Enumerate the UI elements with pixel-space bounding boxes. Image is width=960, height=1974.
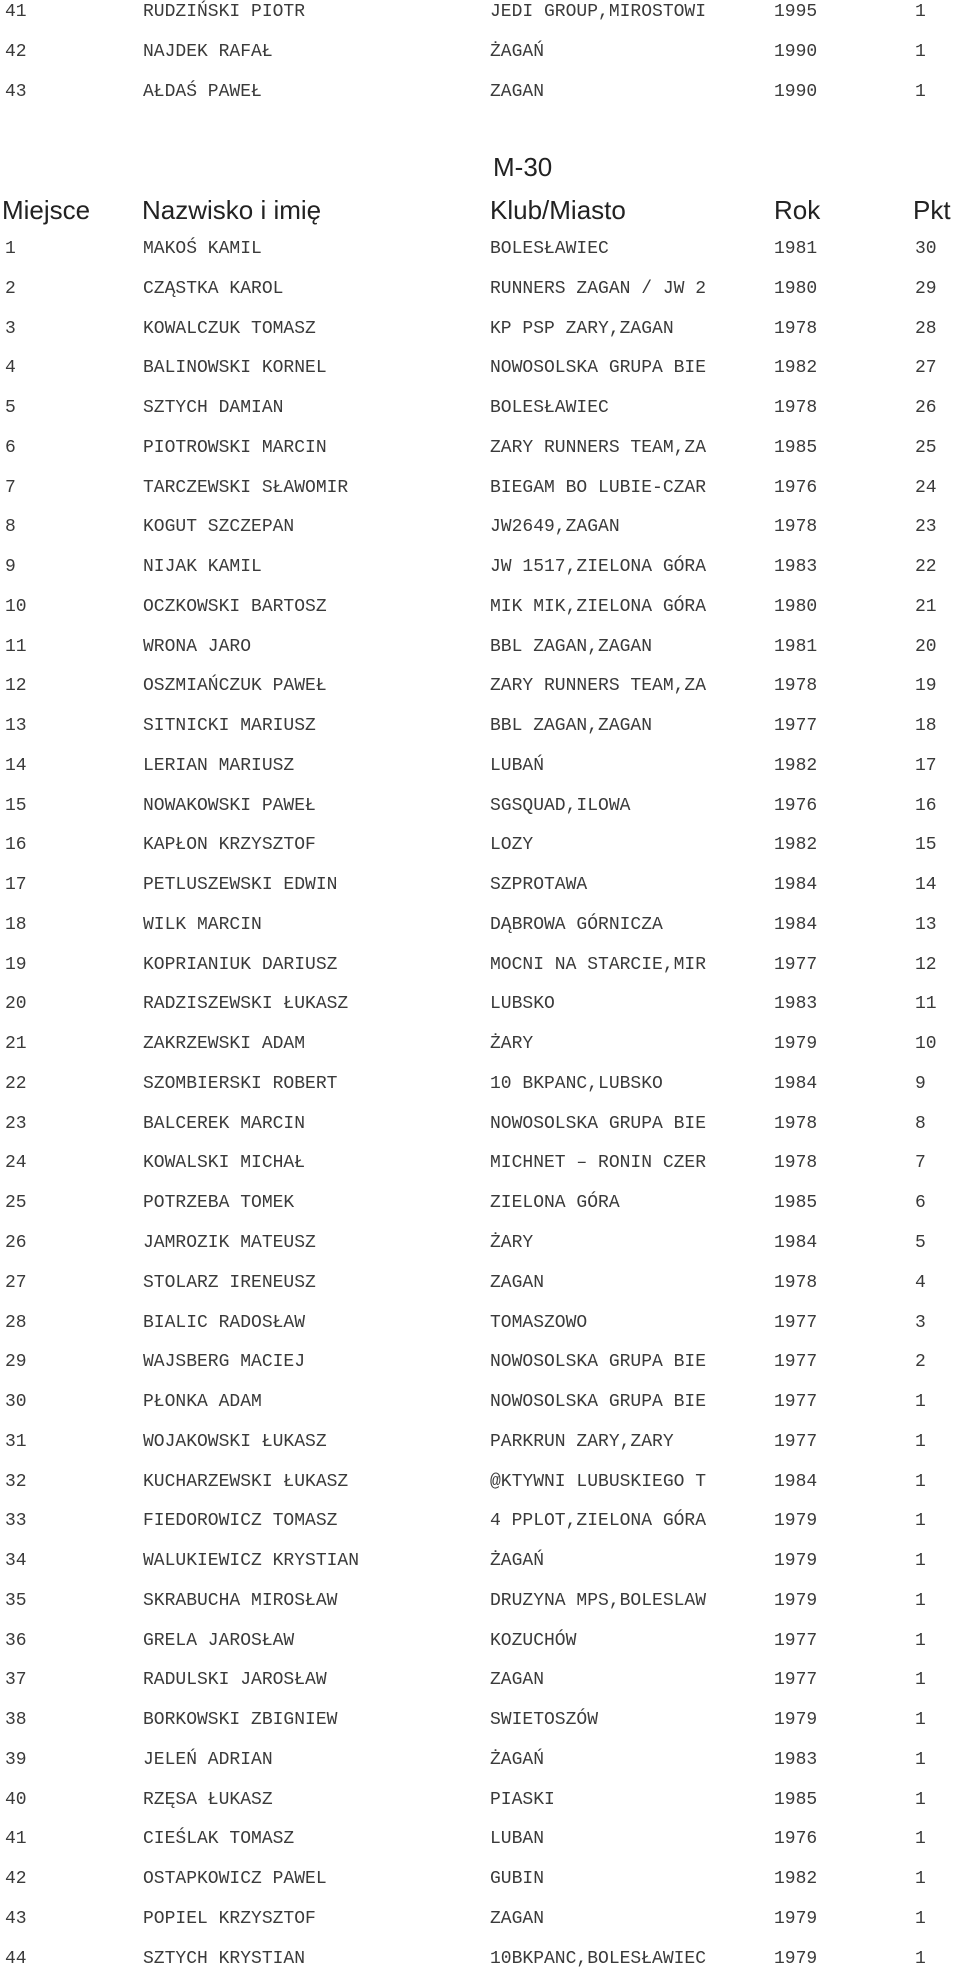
cell-name: JAMROZIK MATEUSZ bbox=[143, 1233, 316, 1253]
cell-points: 26 bbox=[915, 398, 937, 419]
cell-place: 31 bbox=[5, 1431, 27, 1452]
cell-place: 44 bbox=[5, 1948, 27, 1969]
cell-club: MICHNET – RONIN CZER bbox=[490, 1153, 707, 1174]
cell-points: 15 bbox=[915, 835, 937, 856]
cell-club: BBL ZAGAN,ZAGAN bbox=[490, 716, 653, 737]
cell-place: 20 bbox=[5, 994, 27, 1015]
cell-club: NOWOSOLSKA GRUPA BIE bbox=[490, 1352, 707, 1373]
cell-place: 34 bbox=[5, 1551, 27, 1572]
cell-club: ZIELONA GÓRA bbox=[490, 1193, 620, 1214]
cell-points: 16 bbox=[915, 795, 937, 816]
cell-name: GRELA JAROSŁAW bbox=[143, 1630, 295, 1651]
cell-name: RADULSKI JAROSŁAW bbox=[143, 1670, 327, 1691]
cell-year: 1977 bbox=[774, 1431, 818, 1452]
table-row bbox=[0, 870, 960, 900]
cell-year: 1976 bbox=[774, 477, 818, 498]
cell-year: 1977 bbox=[774, 1630, 818, 1651]
cell-place: 27 bbox=[5, 1272, 27, 1293]
cell-points: 20 bbox=[915, 636, 937, 657]
cell-name: SZTYCH KRYSTIAN bbox=[143, 1948, 306, 1969]
cell-points: 7 bbox=[915, 1153, 926, 1174]
cell-year: 1979 bbox=[774, 1908, 818, 1929]
cell-name: KOGUT SZCZEPAN bbox=[143, 517, 295, 538]
table-row bbox=[0, 1864, 960, 1894]
cell-club: NOWOSOLSKA GRUPA BIE bbox=[490, 1392, 707, 1413]
cell-name: POTRZEBA TOMEK bbox=[143, 1193, 295, 1214]
table-row bbox=[0, 671, 960, 701]
cell-place: 23 bbox=[5, 1113, 27, 1134]
cell-club: SWIETOSZÓW bbox=[490, 1710, 599, 1731]
cell-club: KP PSP ZARY,ZAGAN bbox=[490, 318, 674, 339]
cell-place: 41 bbox=[5, 2, 27, 22]
cell-name: TARCZEWSKI SŁAWOMIR bbox=[143, 477, 349, 498]
cell-club: 10BKPANC,BOLESŁAWIEC bbox=[490, 1948, 707, 1969]
cell-points: 5 bbox=[915, 1233, 926, 1253]
cell-club: LUBAŃ bbox=[490, 755, 545, 776]
cell-points: 6 bbox=[915, 1193, 926, 1214]
cell-name: RADZISZEWSKI ŁUKASZ bbox=[143, 994, 349, 1015]
cell-name: PETLUSZEWSKI EDWIN bbox=[143, 875, 338, 896]
table-row bbox=[0, 1665, 960, 1695]
cell-points: 14 bbox=[915, 875, 937, 896]
table-row bbox=[0, 1944, 960, 1974]
cell-club: DRUZYNA MPS,BOLESLAW bbox=[490, 1590, 707, 1611]
cell-year: 1980 bbox=[774, 278, 818, 299]
cell-year: 1977 bbox=[774, 954, 818, 975]
cell-points: 8 bbox=[915, 1113, 926, 1134]
cell-name: BORKOWSKI ZBIGNIEW bbox=[143, 1710, 338, 1731]
table-row bbox=[0, 1705, 960, 1735]
cell-name: CIEŚLAK TOMASZ bbox=[143, 1829, 295, 1850]
table-row bbox=[0, 1586, 960, 1616]
cell-year: 1977 bbox=[774, 1670, 818, 1691]
cell-name: BIALIC RADOSŁAW bbox=[143, 1312, 306, 1333]
cell-name: CZĄSTKA KAROL bbox=[143, 278, 284, 299]
cell-points: 27 bbox=[915, 358, 937, 379]
cell-name: KAPŁON KRZYSZTOF bbox=[143, 835, 316, 856]
cell-year: 1982 bbox=[774, 1869, 818, 1890]
header-name: Nazwisko i imię bbox=[142, 195, 322, 225]
cell-name: KUCHARZEWSKI ŁUKASZ bbox=[143, 1471, 349, 1492]
table-row bbox=[0, 1069, 960, 1099]
cell-name: SITNICKI MARIUSZ bbox=[143, 716, 316, 737]
cell-name: SZTYCH DAMIAN bbox=[143, 398, 284, 419]
table-row bbox=[0, 37, 960, 67]
cell-place: 33 bbox=[5, 1511, 27, 1532]
cell-year: 1981 bbox=[774, 239, 818, 259]
cell-club: NOWOSOLSKA GRUPA BIE bbox=[490, 358, 707, 379]
cell-year: 1978 bbox=[774, 1272, 818, 1293]
cell-points: 17 bbox=[915, 755, 937, 776]
cell-club: JW 1517,ZIELONA GÓRA bbox=[490, 557, 707, 578]
table-row bbox=[0, 1188, 960, 1218]
cell-points: 2 bbox=[915, 1352, 926, 1373]
cell-year: 1979 bbox=[774, 1948, 818, 1969]
cell-name: WOJAKOWSKI ŁUKASZ bbox=[143, 1431, 327, 1452]
cell-place: 36 bbox=[5, 1630, 27, 1651]
cell-year: 1979 bbox=[774, 1511, 818, 1532]
cell-place: 40 bbox=[5, 1789, 27, 1810]
cell-year: 1990 bbox=[774, 82, 818, 102]
cell-points: 1 bbox=[915, 1392, 926, 1413]
cell-place: 41 bbox=[5, 1829, 27, 1850]
cell-club: BOLESŁAWIEC bbox=[490, 398, 609, 419]
cell-club: LOZY bbox=[490, 835, 534, 856]
cell-club: MOCNI NA STARCIE,MIR bbox=[490, 954, 707, 975]
cell-place: 12 bbox=[5, 676, 27, 697]
cell-year: 1995 bbox=[774, 2, 818, 22]
cell-club: ZAGAN bbox=[490, 1670, 545, 1691]
table-row bbox=[0, 314, 960, 344]
cell-points: 1 bbox=[915, 1948, 926, 1969]
cell-place: 7 bbox=[5, 477, 16, 498]
cell-place: 11 bbox=[5, 636, 27, 657]
cell-name: AŁDAŚ PAWEŁ bbox=[143, 82, 262, 102]
cell-place: 42 bbox=[5, 42, 27, 62]
cell-place: 32 bbox=[5, 1471, 27, 1492]
cell-club: ZAGAN bbox=[490, 1908, 545, 1929]
cell-year: 1984 bbox=[774, 914, 818, 935]
cell-points: 22 bbox=[915, 557, 937, 578]
cell-points: 1 bbox=[915, 1590, 926, 1611]
cell-place: 22 bbox=[5, 1073, 27, 1094]
cell-year: 1978 bbox=[774, 517, 818, 538]
cell-club: LUBSKO bbox=[490, 994, 555, 1015]
cell-club: JW2649,ZAGAN bbox=[490, 517, 620, 538]
cell-name: RUDZIŃSKI PIOTR bbox=[143, 2, 306, 22]
table-row bbox=[0, 1109, 960, 1139]
cell-club: ŻARY bbox=[490, 1233, 534, 1253]
table-row bbox=[0, 234, 960, 264]
table-row bbox=[0, 1785, 960, 1815]
cell-points: 1 bbox=[915, 1511, 926, 1532]
table-row bbox=[0, 1029, 960, 1059]
cell-points: 11 bbox=[915, 994, 937, 1015]
table-row bbox=[0, 353, 960, 383]
cell-name: STOLARZ IRENEUSZ bbox=[143, 1272, 316, 1293]
cell-place: 13 bbox=[5, 716, 27, 737]
table-row bbox=[0, 1626, 960, 1656]
cell-year: 1984 bbox=[774, 1073, 818, 1094]
cell-name: OSZMIAŃCZUK PAWEŁ bbox=[143, 676, 327, 697]
table-row bbox=[0, 1148, 960, 1178]
table-row bbox=[0, 1308, 960, 1338]
cell-year: 1990 bbox=[774, 42, 818, 62]
table-row bbox=[0, 552, 960, 582]
cell-name: SKRABUCHA MIROSŁAW bbox=[143, 1590, 338, 1611]
cell-place: 16 bbox=[5, 835, 27, 856]
cell-name: WAJSBERG MACIEJ bbox=[143, 1352, 306, 1373]
cell-club: TOMASZOWO bbox=[490, 1312, 588, 1333]
cell-place: 14 bbox=[5, 755, 27, 776]
cell-name: OSTAPKOWICZ PAWEL bbox=[143, 1869, 327, 1890]
cell-club: BIEGAM BO LUBIE-CZAR bbox=[490, 477, 707, 498]
cell-name: KOPRIANIUK DARIUSZ bbox=[143, 954, 338, 975]
cell-club: ŻAGAŃ bbox=[490, 42, 545, 62]
table-row bbox=[0, 512, 960, 542]
cell-place: 38 bbox=[5, 1710, 27, 1731]
cell-points: 18 bbox=[915, 716, 937, 737]
cell-points: 1 bbox=[915, 1749, 926, 1770]
cell-points: 1 bbox=[915, 1551, 926, 1572]
table-row bbox=[0, 989, 960, 1019]
cell-year: 1982 bbox=[774, 755, 818, 776]
cell-year: 1982 bbox=[774, 835, 818, 856]
table-row bbox=[0, 393, 960, 423]
cell-points: 1 bbox=[915, 82, 926, 102]
cell-place: 19 bbox=[5, 954, 27, 975]
cell-year: 1978 bbox=[774, 398, 818, 419]
cell-year: 1984 bbox=[774, 1471, 818, 1492]
cell-place: 3 bbox=[5, 318, 16, 339]
cell-club: RUNNERS ZAGAN / JW 2 bbox=[490, 278, 707, 299]
cell-club: ŻARY bbox=[490, 1034, 534, 1055]
cell-points: 1 bbox=[915, 2, 926, 22]
cell-place: 8 bbox=[5, 517, 16, 538]
cell-club: PIASKI bbox=[490, 1789, 555, 1810]
cell-club: PARKRUN ZARY,ZARY bbox=[490, 1431, 674, 1452]
cell-club: @KTYWNI LUBUSKIEGO T bbox=[490, 1471, 707, 1492]
cell-club: SZPROTAWA bbox=[490, 875, 588, 896]
cell-place: 42 bbox=[5, 1869, 27, 1890]
cell-name: PIOTROWSKI MARCIN bbox=[143, 437, 327, 458]
table-row bbox=[0, 1347, 960, 1377]
table-row bbox=[0, 1427, 960, 1457]
cell-club: ŻAGAŃ bbox=[490, 1749, 545, 1770]
cell-place: 29 bbox=[5, 1352, 27, 1373]
cell-club: MIK MIK,ZIELONA GÓRA bbox=[490, 596, 707, 617]
cell-points: 1 bbox=[915, 1710, 926, 1731]
header-club: Klub/Miasto bbox=[490, 195, 626, 225]
cell-name: ZAKRZEWSKI ADAM bbox=[143, 1034, 306, 1055]
cell-year: 1985 bbox=[774, 1789, 818, 1810]
cell-place: 17 bbox=[5, 875, 27, 896]
cell-points: 1 bbox=[915, 1471, 926, 1492]
cell-year: 1977 bbox=[774, 716, 818, 737]
cell-points: 1 bbox=[915, 1869, 926, 1890]
cell-year: 1977 bbox=[774, 1392, 818, 1413]
cell-year: 1979 bbox=[774, 1590, 818, 1611]
cell-year: 1978 bbox=[774, 1153, 818, 1174]
cell-club: JEDI GROUP,MIROSTOWI bbox=[490, 2, 707, 22]
cell-club: ZAGAN bbox=[490, 1272, 545, 1293]
table-row bbox=[0, 77, 960, 107]
cell-year: 1985 bbox=[774, 437, 818, 458]
cell-points: 4 bbox=[915, 1272, 926, 1293]
table-row bbox=[0, 1745, 960, 1775]
table-row bbox=[0, 950, 960, 980]
table-row bbox=[0, 830, 960, 860]
cell-points: 29 bbox=[915, 278, 937, 299]
cell-year: 1983 bbox=[774, 557, 818, 578]
table-header bbox=[0, 190, 960, 230]
cell-place: 5 bbox=[5, 398, 16, 419]
cell-year: 1976 bbox=[774, 795, 818, 816]
cell-year: 1978 bbox=[774, 318, 818, 339]
cell-club: BOLESŁAWIEC bbox=[490, 239, 609, 259]
cell-year: 1981 bbox=[774, 636, 818, 657]
header-points: Pkt bbox=[913, 195, 951, 225]
table-row bbox=[0, 632, 960, 662]
cell-name: POPIEL KRZYSZTOF bbox=[143, 1908, 316, 1929]
cell-points: 9 bbox=[915, 1073, 926, 1094]
cell-points: 24 bbox=[915, 477, 937, 498]
cell-year: 1978 bbox=[774, 1113, 818, 1134]
cell-place: 25 bbox=[5, 1193, 27, 1214]
cell-place: 43 bbox=[5, 82, 27, 102]
cell-club: ZAGAN bbox=[490, 82, 545, 102]
cell-club: NOWOSOLSKA GRUPA BIE bbox=[490, 1113, 707, 1134]
cell-name: MAKOŚ KAMIL bbox=[143, 239, 262, 259]
header-place: Miejsce bbox=[2, 195, 91, 225]
cell-name: NOWAKOWSKI PAWEŁ bbox=[143, 795, 316, 816]
cell-points: 1 bbox=[915, 1908, 926, 1929]
cell-name: BALINOWSKI KORNEL bbox=[143, 358, 327, 379]
cell-place: 6 bbox=[5, 437, 16, 458]
cell-club: ZARY RUNNERS TEAM,ZA bbox=[490, 676, 707, 697]
cell-place: 18 bbox=[5, 914, 27, 935]
table-row bbox=[0, 910, 960, 940]
table-row bbox=[0, 0, 960, 27]
cell-points: 1 bbox=[915, 42, 926, 62]
cell-points: 12 bbox=[915, 954, 937, 975]
cell-place: 1 bbox=[5, 239, 16, 259]
cell-place: 28 bbox=[5, 1312, 27, 1333]
cell-year: 1984 bbox=[774, 1233, 818, 1253]
cell-club: BBL ZAGAN,ZAGAN bbox=[490, 636, 653, 657]
cell-year: 1985 bbox=[774, 1193, 818, 1214]
cell-year: 1979 bbox=[774, 1034, 818, 1055]
table-row bbox=[0, 1268, 960, 1298]
cell-name: WILK MARCIN bbox=[143, 914, 262, 935]
cell-year: 1983 bbox=[774, 1749, 818, 1770]
cell-place: 24 bbox=[5, 1153, 27, 1174]
cell-place: 2 bbox=[5, 278, 16, 299]
cell-place: 39 bbox=[5, 1749, 27, 1770]
cell-year: 1977 bbox=[774, 1312, 818, 1333]
category-title: M-30 bbox=[493, 152, 553, 182]
cell-place: 26 bbox=[5, 1233, 27, 1253]
table-row bbox=[0, 751, 960, 781]
table-row bbox=[0, 1506, 960, 1536]
cell-points: 13 bbox=[915, 914, 937, 935]
cell-name: NIJAK KAMIL bbox=[143, 557, 262, 578]
cell-points: 25 bbox=[915, 437, 937, 458]
cell-name: FIEDOROWICZ TOMASZ bbox=[143, 1511, 338, 1532]
cell-year: 1977 bbox=[774, 1352, 818, 1373]
cell-year: 1979 bbox=[774, 1551, 818, 1572]
table-row bbox=[0, 274, 960, 304]
cell-place: 35 bbox=[5, 1590, 27, 1611]
cell-name: SZOMBIERSKI ROBERT bbox=[143, 1073, 338, 1094]
cell-year: 1982 bbox=[774, 358, 818, 379]
cell-points: 19 bbox=[915, 676, 937, 697]
cell-name: PŁONKA ADAM bbox=[143, 1392, 262, 1413]
cell-club: 10 BKPANC,LUBSKO bbox=[490, 1073, 663, 1094]
cell-name: JELEŃ ADRIAN bbox=[143, 1749, 273, 1770]
cell-club: KOZUCHÓW bbox=[490, 1630, 577, 1651]
cell-year: 1978 bbox=[774, 676, 818, 697]
cell-year: 1980 bbox=[774, 596, 818, 617]
table-row bbox=[0, 1824, 960, 1854]
cell-club: ŻAGAŃ bbox=[490, 1551, 545, 1572]
cell-year: 1979 bbox=[774, 1710, 818, 1731]
table-row bbox=[0, 1228, 960, 1258]
cell-club: LUBAN bbox=[490, 1829, 545, 1850]
cell-points: 21 bbox=[915, 596, 937, 617]
cell-year: 1983 bbox=[774, 994, 818, 1015]
cell-club: SGSQUAD,ILOWA bbox=[490, 795, 631, 816]
cell-place: 43 bbox=[5, 1908, 27, 1929]
cell-club: ZARY RUNNERS TEAM,ZA bbox=[490, 437, 707, 458]
cell-name: OCZKOWSKI BARTOSZ bbox=[143, 596, 327, 617]
cell-place: 30 bbox=[5, 1392, 27, 1413]
cell-place: 10 bbox=[5, 596, 27, 617]
cell-club: DĄBROWA GÓRNICZA bbox=[490, 914, 663, 935]
table-row bbox=[0, 791, 960, 821]
cell-points: 1 bbox=[915, 1670, 926, 1691]
cell-place: 4 bbox=[5, 358, 16, 379]
cell-points: 10 bbox=[915, 1034, 937, 1055]
cell-club: 4 PPLOT,ZIELONA GÓRA bbox=[490, 1511, 707, 1532]
cell-points: 30 bbox=[915, 239, 937, 259]
cell-points: 23 bbox=[915, 517, 937, 538]
table-row bbox=[0, 592, 960, 622]
cell-name: KOWALSKI MICHAŁ bbox=[143, 1153, 306, 1174]
cell-name: KOWALCZUK TOMASZ bbox=[143, 318, 316, 339]
table-row bbox=[0, 433, 960, 463]
cell-place: 21 bbox=[5, 1034, 27, 1055]
cell-points: 1 bbox=[915, 1431, 926, 1452]
table-row bbox=[0, 1546, 960, 1576]
cell-club: GUBIN bbox=[490, 1869, 545, 1890]
cell-year: 1976 bbox=[774, 1829, 818, 1850]
cell-name: WALUKIEWICZ KRYSTIAN bbox=[143, 1551, 360, 1572]
cell-name: NAJDEK RAFAŁ bbox=[143, 42, 273, 62]
cell-points: 1 bbox=[915, 1630, 926, 1651]
cell-points: 1 bbox=[915, 1789, 926, 1810]
header-year: Rok bbox=[774, 195, 821, 225]
table-row bbox=[0, 1387, 960, 1417]
cell-name: RZĘSA ŁUKASZ bbox=[143, 1789, 273, 1810]
table-row bbox=[0, 1904, 960, 1934]
cell-name: LERIAN MARIUSZ bbox=[143, 755, 295, 776]
cell-points: 1 bbox=[915, 1829, 926, 1850]
cell-place: 37 bbox=[5, 1670, 27, 1691]
cell-name: BALCEREK MARCIN bbox=[143, 1113, 306, 1134]
cell-year: 1984 bbox=[774, 875, 818, 896]
cell-place: 9 bbox=[5, 557, 16, 578]
table-row bbox=[0, 473, 960, 503]
table-row bbox=[0, 1467, 960, 1497]
cell-points: 3 bbox=[915, 1312, 926, 1333]
table-row bbox=[0, 711, 960, 741]
cell-place: 15 bbox=[5, 795, 27, 816]
cell-points: 28 bbox=[915, 318, 937, 339]
cell-name: WRONA JARO bbox=[143, 636, 252, 657]
